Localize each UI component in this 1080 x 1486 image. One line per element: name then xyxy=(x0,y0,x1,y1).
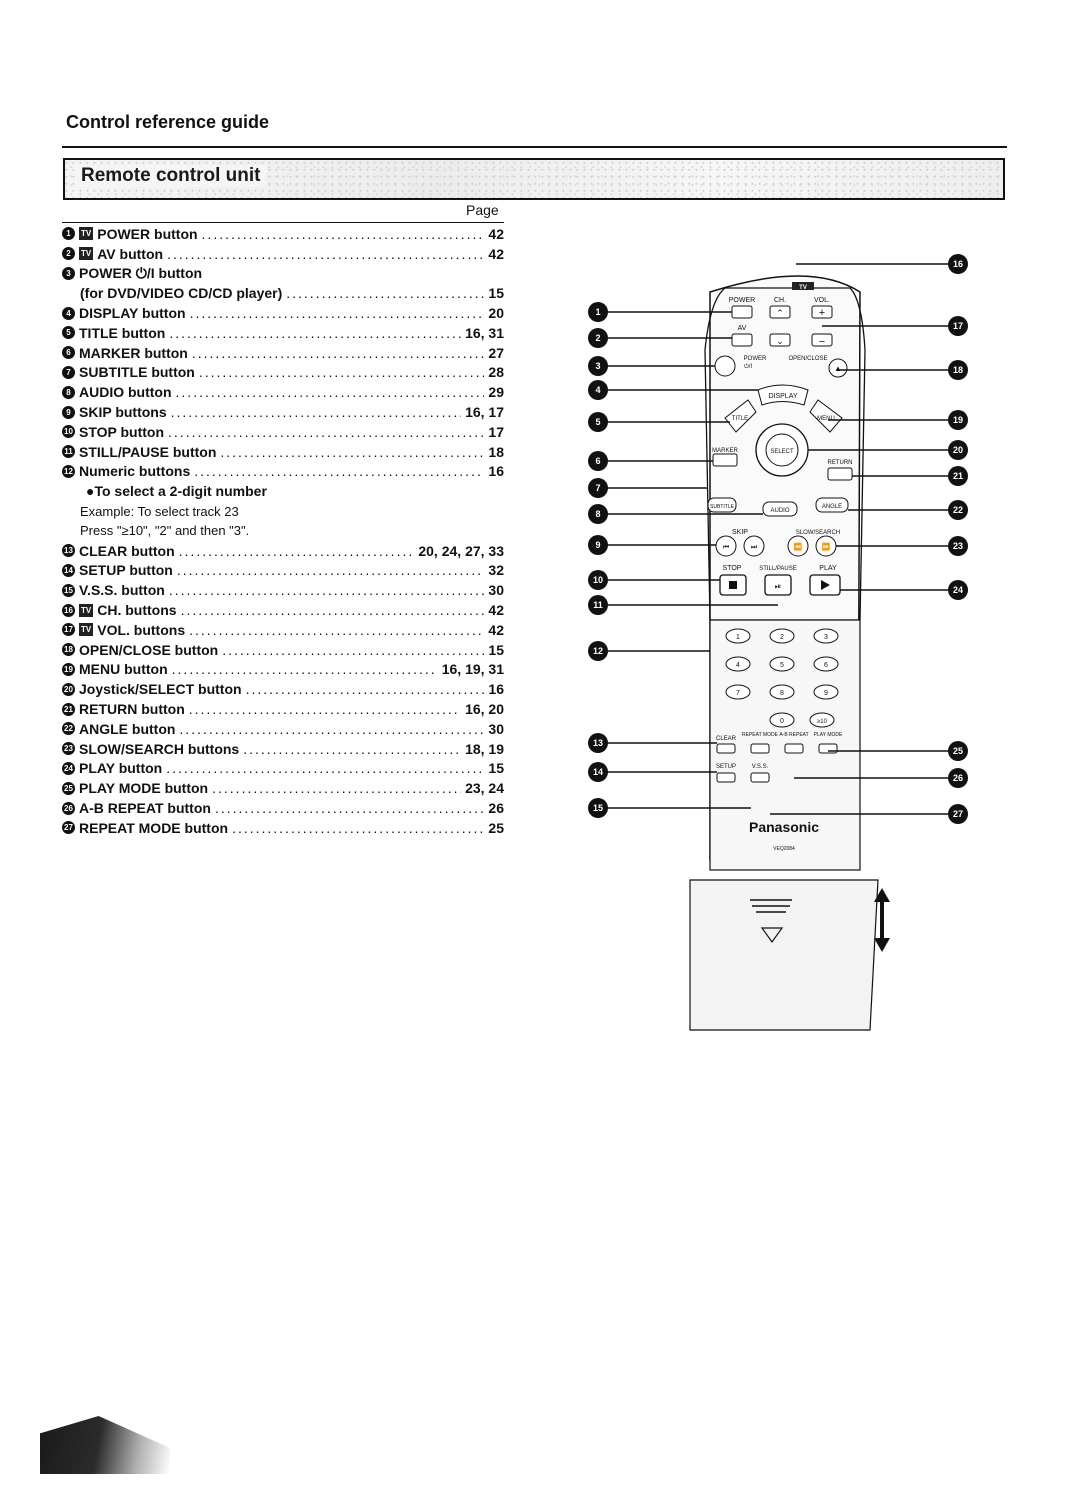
list-item xyxy=(62,620,504,640)
callout-number: 22 xyxy=(952,505,964,515)
item-label: VOL. buttons xyxy=(97,621,186,638)
item-page: 20 xyxy=(488,305,504,322)
ab-repeat-label: A-B REPEAT xyxy=(779,732,809,738)
dot-leader xyxy=(243,741,461,757)
item-page: 30 xyxy=(488,720,504,737)
list-item xyxy=(62,303,504,323)
callout-number: 17 xyxy=(952,321,964,331)
callout-number: 12 xyxy=(592,646,604,656)
numeric-label: 7 xyxy=(736,690,740,697)
dot-leader xyxy=(176,384,485,400)
still-pause-icon: ⏯ xyxy=(774,582,782,591)
callout-number: 14 xyxy=(592,767,604,777)
tv-power-button xyxy=(732,306,752,318)
dot-leader xyxy=(172,661,438,677)
dot-leader xyxy=(189,701,461,717)
display-label: DISPLAY xyxy=(768,393,798,400)
item-label: REPEAT MODE button xyxy=(79,819,229,836)
numeric-label: 4 xyxy=(736,662,740,669)
callout-number-badge: 9 xyxy=(62,406,75,419)
item-label: MARKER button xyxy=(79,344,188,361)
item-page: 27 xyxy=(488,344,504,361)
section-banner xyxy=(63,158,1005,200)
item-label: POWER ⏻/I button xyxy=(79,264,203,281)
section-title: Control reference guide xyxy=(66,112,270,132)
item-label: DISPLAY button xyxy=(79,305,186,322)
item-page: 32 xyxy=(488,562,504,579)
slow-back-icon: ⏪ xyxy=(793,544,803,551)
dot-leader xyxy=(190,305,485,321)
list-item xyxy=(62,382,504,402)
list-item xyxy=(62,699,504,719)
item-page: 42 xyxy=(488,245,504,262)
list-item xyxy=(62,224,504,244)
callout-number: 15 xyxy=(592,803,604,813)
callout-number: 10 xyxy=(592,575,604,585)
menu-label: MENU xyxy=(817,416,835,422)
callout-number-badge: 24 xyxy=(62,762,75,775)
item-page: 17 xyxy=(488,423,504,440)
list-item xyxy=(62,402,504,422)
still-pause-label: STILL/PAUSE xyxy=(759,566,797,572)
item-page: 16, 17 xyxy=(465,404,504,421)
marker-button xyxy=(713,454,737,466)
callout-number: 6 xyxy=(595,456,601,466)
callout-number: 1 xyxy=(595,307,601,317)
play-label: PLAY xyxy=(819,565,837,572)
list-item xyxy=(62,778,504,798)
power-button xyxy=(715,356,735,376)
setup-label: SETUP xyxy=(715,764,737,770)
callout-number-badge: 16 xyxy=(62,604,75,617)
callout-number-badge: 4 xyxy=(62,307,75,320)
select-label: SELECT xyxy=(770,449,794,455)
item-page: 15 xyxy=(488,641,504,658)
power-label: POWER xyxy=(728,297,756,304)
dot-leader xyxy=(246,681,485,697)
audio-label: AUDIO xyxy=(770,508,790,514)
item-page: 18 xyxy=(488,443,504,460)
dot-leader xyxy=(167,246,484,262)
callout-number-badge: 22 xyxy=(62,722,75,735)
page-column-heading: Page xyxy=(466,202,499,218)
callout-number-badge: 19 xyxy=(62,663,75,676)
callout-number-badge: 26 xyxy=(62,802,75,815)
dot-leader xyxy=(168,424,484,440)
item-label: SLOW/SEARCH buttons xyxy=(79,740,240,757)
callout-number: 20 xyxy=(952,445,964,455)
item-page: 16 xyxy=(488,681,504,698)
item-label: OPEN/CLOSE button xyxy=(79,641,219,658)
remote-control-diagram xyxy=(560,240,1000,1040)
title-label: TITLE xyxy=(731,416,749,422)
callout-number-badge: 7 xyxy=(62,366,75,379)
item-label: RETURN button xyxy=(79,701,185,718)
list-item xyxy=(62,660,504,680)
stop-label: STOP xyxy=(722,565,742,572)
item-page: 23, 24 xyxy=(465,780,504,797)
dot-leader xyxy=(194,463,484,479)
callout-number: 4 xyxy=(595,385,601,395)
list-item xyxy=(62,323,504,343)
return-label: RETURN xyxy=(827,460,853,466)
dot-leader xyxy=(192,345,485,361)
item-label: STOP button xyxy=(79,423,165,440)
repeat-mode-label: REPEAT MODE xyxy=(742,732,778,738)
item-page: 18, 19 xyxy=(465,740,504,757)
item-label: CH. buttons xyxy=(97,602,177,619)
item-page: 42 xyxy=(488,621,504,638)
numeric-label: 2 xyxy=(780,634,784,641)
vss-button xyxy=(751,773,769,782)
callout-number: 19 xyxy=(952,415,964,425)
list-item xyxy=(62,719,504,739)
slow-search-label: SLOW/SEARCH xyxy=(795,530,841,536)
model-number: VEQ2084 xyxy=(773,846,795,852)
tv-tag-icon: TV xyxy=(81,249,92,259)
open-close-label: OPEN/CLOSE xyxy=(788,356,828,362)
list-item xyxy=(62,798,504,818)
dot-leader xyxy=(286,285,484,301)
list-item xyxy=(62,244,504,264)
item-page: 15 xyxy=(488,285,504,302)
list-item xyxy=(62,600,504,620)
reference-list xyxy=(62,224,504,838)
callout-number: 5 xyxy=(595,417,601,427)
setup-button xyxy=(717,773,735,782)
list-item xyxy=(62,442,504,462)
callout-number: 18 xyxy=(952,365,964,375)
dot-leader xyxy=(169,325,461,341)
minus-icon: − xyxy=(818,336,826,348)
item-label: Joystick/SELECT button xyxy=(79,681,242,698)
item-label: PLAY MODE button xyxy=(79,780,209,797)
callout-number: 27 xyxy=(952,809,964,819)
callout-number-badge: 11 xyxy=(62,445,75,458)
item-label: (for DVD/VIDEO CD/CD player) xyxy=(80,285,283,302)
item-label: AUDIO button xyxy=(79,384,172,401)
dot-leader xyxy=(189,622,484,638)
list-item xyxy=(62,283,504,303)
dot-leader xyxy=(166,760,484,776)
vol-label: VOL. xyxy=(814,297,830,304)
slow-forward-icon: ⏩ xyxy=(821,544,831,551)
item-label: PLAY button xyxy=(79,760,163,777)
callout-number-badge: 8 xyxy=(62,386,75,399)
tv-tag-text: TV xyxy=(799,285,807,291)
skip-forward-icon: ⏭ xyxy=(750,544,758,551)
clear-button xyxy=(717,744,735,753)
stop-icon xyxy=(729,581,737,589)
list-item xyxy=(62,679,504,699)
list-rule xyxy=(62,222,504,223)
list-item xyxy=(62,640,504,660)
item-label: CLEAR button xyxy=(79,542,175,559)
dot-leader xyxy=(171,404,461,420)
callout-number-badge: 5 xyxy=(62,326,75,339)
list-item xyxy=(62,759,504,779)
item-page: 29 xyxy=(488,384,504,401)
skip-back-icon: ⏮ xyxy=(722,544,730,551)
callout-number-badge: 3 xyxy=(62,267,75,280)
callout-number: 7 xyxy=(595,483,601,493)
callout-number-badge: 2 xyxy=(62,247,75,260)
callout-number: 13 xyxy=(592,738,604,748)
item-label: A-B REPEAT button xyxy=(79,800,211,816)
item-page: 16 xyxy=(488,463,504,480)
callout-number: 26 xyxy=(952,773,964,783)
callout-number: 16 xyxy=(952,259,964,269)
callout-number: 23 xyxy=(952,541,964,551)
numeric-label: 1 xyxy=(736,634,740,641)
dot-leader xyxy=(169,582,485,598)
list-item xyxy=(62,264,504,284)
zero-label: 0 xyxy=(780,718,784,725)
dot-leader xyxy=(199,364,485,380)
item-page: 20, 24, 27, 33 xyxy=(418,542,504,559)
dot-leader xyxy=(181,602,485,618)
chevron-up-icon: ⌃ xyxy=(776,308,784,318)
banner-text: Remote control unit xyxy=(75,165,266,187)
dot-leader xyxy=(215,800,484,816)
dot-leader xyxy=(212,780,461,796)
numeric-label: 8 xyxy=(780,690,784,697)
list-item xyxy=(62,561,504,581)
brand-logo: Panasonic xyxy=(748,819,820,835)
repeat-mode-button xyxy=(751,744,769,753)
callout-number-badge: 25 xyxy=(62,782,75,795)
numeric-note-line: Press "≥10", "2" and then "3". xyxy=(80,523,250,539)
callout-number: 24 xyxy=(952,585,964,595)
item-label: TITLE button xyxy=(79,324,166,341)
subtitle-label: SUBTITLE xyxy=(710,504,734,510)
callout-number-badge: 18 xyxy=(62,643,75,656)
ab-repeat-button xyxy=(785,744,803,753)
tv-tag-icon: TV xyxy=(81,625,92,635)
ch-label: CH. xyxy=(773,297,787,304)
plus-icon: + xyxy=(818,307,826,319)
numeric-note-line: Example: To select track 23 xyxy=(80,503,239,519)
list-item xyxy=(62,580,504,600)
return-button xyxy=(828,468,852,480)
item-label: STILL/PAUSE button xyxy=(79,443,217,460)
item-page: 16, 19, 31 xyxy=(441,661,504,678)
dot-leader xyxy=(177,562,485,578)
numeric-label: 5 xyxy=(780,662,784,669)
list-item xyxy=(62,462,504,482)
callout-number-badge: 17 xyxy=(62,623,75,636)
callout-number-badge: 14 xyxy=(62,564,75,577)
item-label: Numeric buttons xyxy=(79,463,191,480)
play-mode-label: PLAY MODE xyxy=(813,732,843,738)
av-label: AV xyxy=(737,325,747,332)
tv-tag-icon: TV xyxy=(81,605,92,615)
callout-number: 21 xyxy=(952,471,964,481)
title-rule xyxy=(62,146,1007,148)
numeric-label: 6 xyxy=(824,662,828,669)
item-label: V.S.S. button xyxy=(79,582,165,599)
power2-symbol: ⏻/I xyxy=(743,364,753,370)
item-page: 16, 31 xyxy=(465,324,504,341)
eject-icon: ▲ xyxy=(834,364,842,373)
av-button xyxy=(732,334,752,346)
item-page: 42 xyxy=(488,225,504,242)
item-label: MENU button xyxy=(79,661,168,678)
callout-number: 2 xyxy=(595,333,601,343)
callout-number: 9 xyxy=(595,540,601,550)
callout-number-badge: 20 xyxy=(62,683,75,696)
callout-number: 3 xyxy=(595,361,601,371)
slide-direction-arrow xyxy=(870,888,894,952)
item-page: 30 xyxy=(488,582,504,599)
list-item xyxy=(62,343,504,363)
power2-label: POWER xyxy=(743,356,767,362)
dot-leader xyxy=(179,543,415,559)
callout-number-badge: 12 xyxy=(62,465,75,478)
callout-number: 11 xyxy=(593,600,603,610)
list-item xyxy=(62,422,504,442)
dot-leader xyxy=(232,820,484,836)
page-corner-shadow xyxy=(40,1416,170,1474)
callout-number-badge: 23 xyxy=(62,742,75,755)
callout-number-badge: 27 xyxy=(62,821,75,834)
item-label: SKIP buttons xyxy=(79,404,167,421)
clear-label: CLEAR xyxy=(715,736,737,742)
item-page: 25 xyxy=(488,819,504,836)
callout-number: 25 xyxy=(952,746,964,756)
battery-slide-cover xyxy=(690,880,878,1030)
list-item xyxy=(62,541,504,561)
item-label: ANGLE button xyxy=(79,720,176,737)
item-page: 42 xyxy=(488,602,504,619)
callout-number-badge: 21 xyxy=(62,703,75,716)
dot-leader xyxy=(179,721,484,737)
callout-number-badge: 15 xyxy=(62,584,75,597)
item-page: 28 xyxy=(488,364,504,381)
chevron-down-icon: ⌄ xyxy=(776,336,784,346)
angle-label: ANGLE xyxy=(821,504,843,510)
callout-number-badge: 1 xyxy=(62,227,75,240)
item-page: 15 xyxy=(488,760,504,777)
callout-number-badge: 6 xyxy=(62,346,75,359)
ten-plus-label: ≥10 xyxy=(817,719,827,725)
list-item xyxy=(62,739,504,759)
item-label: POWER button xyxy=(97,225,198,242)
item-label: SUBTITLE button xyxy=(79,364,195,381)
list-item xyxy=(62,818,504,838)
tv-tag-icon: TV xyxy=(81,229,92,239)
numeric-note-line: ●To select a 2-digit number xyxy=(86,483,267,500)
dot-leader xyxy=(222,642,484,658)
item-page: 16, 20 xyxy=(465,701,504,718)
numeric-label: 9 xyxy=(824,690,828,697)
callout-number-badge: 10 xyxy=(62,425,75,438)
item-label: AV button xyxy=(97,245,164,262)
dot-leader xyxy=(220,444,484,460)
item-label: SETUP button xyxy=(79,562,173,579)
callout-number: 8 xyxy=(595,509,601,519)
item-page: 26 xyxy=(488,800,504,816)
list-item xyxy=(62,363,504,383)
dot-leader xyxy=(202,226,485,242)
callout-number-badge: 13 xyxy=(62,544,75,557)
numeric-label: 3 xyxy=(824,634,828,641)
marker-label: MARKER xyxy=(712,448,738,454)
skip-label: SKIP xyxy=(732,529,748,536)
vss-label: V.S.S. xyxy=(751,764,769,770)
